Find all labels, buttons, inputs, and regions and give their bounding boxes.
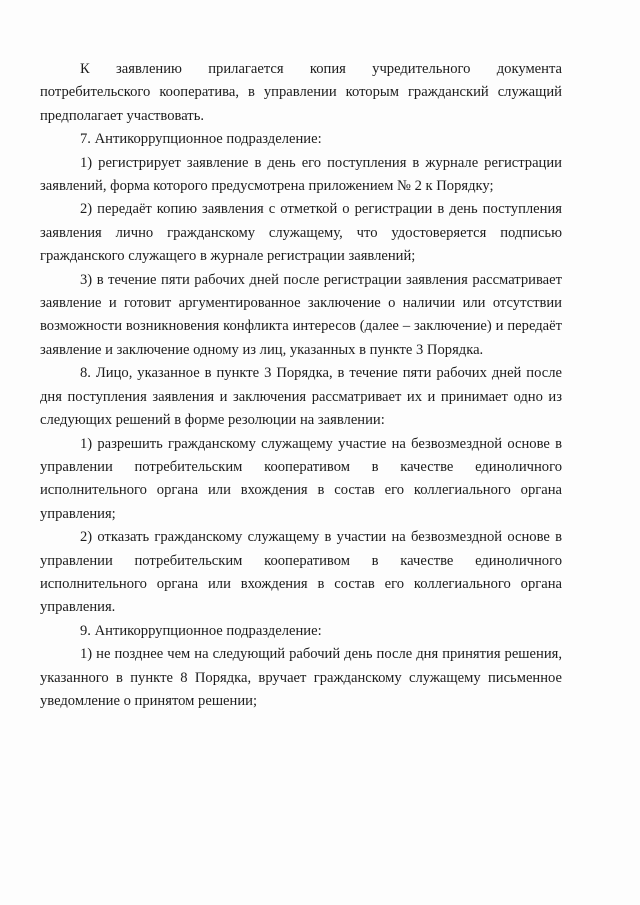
paragraph-item-9-heading: 9. Антикоррупционное подразделение: <box>80 622 322 639</box>
paragraph-item-7-1: 1) регистрирует заявление в день его поступления в журнале регистрации заявлений, форма которого предусмотрена приложением № 2 к Порядку; <box>40 154 562 195</box>
paragraph-item-7-3: 3) в течение пяти рабочих дней после регистрации заявления рассматривает заявление и готовит аргументированное заключение о наличии или отсутствии возможности возникновения конфликта интересов (далее – заключение) и передаёт заявление и заключение одному из лиц, указанных в пункте 3 Порядка. <box>40 271 562 358</box>
paragraph-item-9-1: 1) не позднее чем на следующий рабочий день после дня принятия решения, указанного в пункте 8 Порядка, вручает гражданскому служащему письменное уведомление о принятом решении; <box>40 646 562 709</box>
paragraph-item-7-2: 2) передаёт копию заявления с отметкой о регистрации в день поступления заявления лично гражданскому служащему, что удостоверяется подписью гражданского служащего в журнале регистрации заявлений; <box>40 201 562 265</box>
paragraph-item-8-1: 1) разрешить гражданскому служащему участие на безвозмездной основе в управлении потребительским кооперативом в качестве единоличного исполнительного органа или вхождения в состав его коллегиального органа управления; <box>40 435 562 522</box>
paragraph-item-8: 8. Лицо, указанное в пункте 3 Порядка, в течение пяти рабочих дней после дня поступления заявления и заключения рассматривает их и принимает одно из следующих решений в форме резолюции на заявлении: <box>40 365 562 429</box>
paragraph-attachment-note: К заявлению прилагается копия учредительного документа потребительского кооператива, в управлении которым гражданский служащий предполагает участвовать. <box>40 61 562 124</box>
document-page <box>40 58 562 713</box>
paragraph-item-8-2: 2) отказать гражданскому служащему в участии на безвозмездной основе в управлении потребительским кооперативом в качестве единоличного исполнительного органа или вхождения в состав его коллегиального органа управления. <box>40 529 562 616</box>
paragraph-item-7-heading: 7. Антикоррупционное подразделение: <box>80 131 322 148</box>
